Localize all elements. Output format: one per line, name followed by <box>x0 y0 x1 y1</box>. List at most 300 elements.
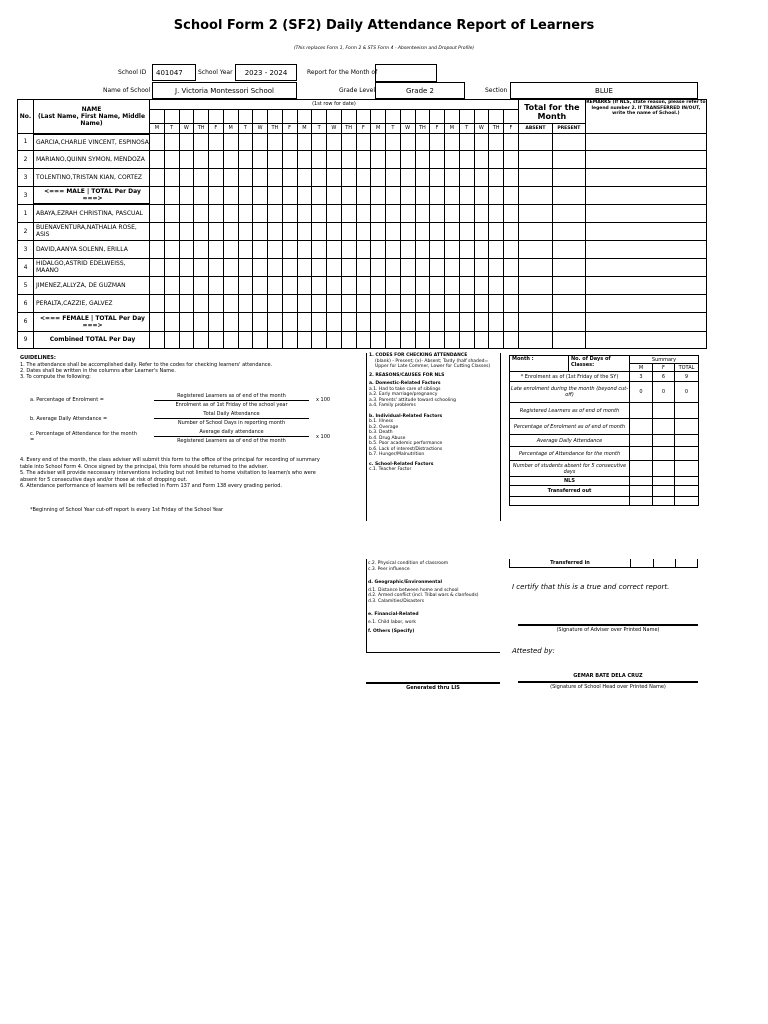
attendance-cell[interactable] <box>253 294 268 312</box>
date-cell[interactable] <box>268 110 283 124</box>
attendance-cell[interactable] <box>327 276 342 294</box>
attendance-cell[interactable] <box>327 204 342 222</box>
absent-cell[interactable] <box>518 240 552 258</box>
attendance-cell[interactable] <box>474 204 489 222</box>
remarks-cell[interactable] <box>585 222 706 240</box>
attendance-cell[interactable] <box>400 240 415 258</box>
absent-cell[interactable] <box>518 186 552 204</box>
attendance-cell[interactable] <box>371 134 386 151</box>
attendance-cell[interactable] <box>297 240 312 258</box>
present-cell[interactable] <box>552 150 585 168</box>
attendance-cell[interactable] <box>489 204 504 222</box>
attendance-cell[interactable] <box>459 134 474 151</box>
remarks-cell[interactable] <box>585 276 706 294</box>
attendance-cell[interactable] <box>489 168 504 186</box>
attendance-cell[interactable] <box>268 312 283 331</box>
attendance-cell[interactable] <box>297 204 312 222</box>
attendance-cell[interactable] <box>179 276 194 294</box>
present-cell[interactable] <box>552 312 585 331</box>
attendance-cell[interactable] <box>327 331 342 348</box>
date-cell[interactable] <box>400 110 415 124</box>
attendance-cell[interactable] <box>356 276 371 294</box>
attendance-cell[interactable] <box>489 258 504 276</box>
attendance-cell[interactable] <box>312 186 327 204</box>
date-cell[interactable] <box>223 110 238 124</box>
attendance-cell[interactable] <box>179 204 194 222</box>
attendance-cell[interactable] <box>400 276 415 294</box>
attendance-cell[interactable] <box>504 331 519 348</box>
attendance-cell[interactable] <box>253 240 268 258</box>
attendance-cell[interactable] <box>400 312 415 331</box>
attendance-cell[interactable] <box>268 186 283 204</box>
attendance-cell[interactable] <box>194 186 209 204</box>
attendance-cell[interactable] <box>164 150 179 168</box>
attendance-cell[interactable] <box>268 222 283 240</box>
attendance-cell[interactable] <box>164 331 179 348</box>
attendance-cell[interactable] <box>489 186 504 204</box>
attendance-cell[interactable] <box>223 294 238 312</box>
attendance-cell[interactable] <box>209 186 224 204</box>
attendance-cell[interactable] <box>371 294 386 312</box>
absent-cell[interactable] <box>518 134 552 151</box>
absent-cell[interactable] <box>518 294 552 312</box>
attendance-cell[interactable] <box>400 331 415 348</box>
attendance-cell[interactable] <box>194 258 209 276</box>
attendance-cell[interactable] <box>268 258 283 276</box>
attendance-cell[interactable] <box>459 150 474 168</box>
attendance-cell[interactable] <box>209 168 224 186</box>
attendance-cell[interactable] <box>341 168 356 186</box>
attendance-cell[interactable] <box>282 186 297 204</box>
attendance-cell[interactable] <box>341 294 356 312</box>
attendance-cell[interactable] <box>179 186 194 204</box>
attendance-cell[interactable] <box>504 258 519 276</box>
present-cell[interactable] <box>552 222 585 240</box>
attendance-cell[interactable] <box>223 331 238 348</box>
attendance-cell[interactable] <box>282 276 297 294</box>
attendance-cell[interactable] <box>297 276 312 294</box>
attendance-cell[interactable] <box>179 312 194 331</box>
attendance-cell[interactable] <box>194 168 209 186</box>
attendance-cell[interactable] <box>474 312 489 331</box>
attendance-cell[interactable] <box>415 168 430 186</box>
absent-cell[interactable] <box>518 312 552 331</box>
date-cell[interactable] <box>282 110 297 124</box>
attendance-cell[interactable] <box>459 294 474 312</box>
attendance-cell[interactable] <box>504 186 519 204</box>
attendance-cell[interactable] <box>400 204 415 222</box>
absent-cell[interactable] <box>518 150 552 168</box>
attendance-cell[interactable] <box>209 240 224 258</box>
attendance-cell[interactable] <box>386 134 401 151</box>
attendance-cell[interactable] <box>430 186 445 204</box>
present-cell[interactable] <box>552 186 585 204</box>
attendance-cell[interactable] <box>415 331 430 348</box>
attendance-cell[interactable] <box>223 240 238 258</box>
attendance-cell[interactable] <box>327 294 342 312</box>
attendance-cell[interactable] <box>164 134 179 151</box>
attendance-cell[interactable] <box>327 222 342 240</box>
attendance-cell[interactable] <box>297 150 312 168</box>
attendance-cell[interactable] <box>474 222 489 240</box>
attendance-cell[interactable] <box>179 134 194 151</box>
attendance-cell[interactable] <box>341 331 356 348</box>
attendance-cell[interactable] <box>356 150 371 168</box>
attendance-cell[interactable] <box>371 312 386 331</box>
attendance-cell[interactable] <box>386 240 401 258</box>
attendance-cell[interactable] <box>400 168 415 186</box>
attendance-cell[interactable] <box>489 240 504 258</box>
attendance-cell[interactable] <box>386 204 401 222</box>
present-cell[interactable] <box>552 331 585 348</box>
attendance-cell[interactable] <box>150 276 165 294</box>
attendance-cell[interactable] <box>194 294 209 312</box>
attendance-cell[interactable] <box>341 150 356 168</box>
attendance-cell[interactable] <box>209 276 224 294</box>
attendance-cell[interactable] <box>474 150 489 168</box>
attendance-cell[interactable] <box>223 168 238 186</box>
attendance-cell[interactable] <box>253 276 268 294</box>
attendance-cell[interactable] <box>223 150 238 168</box>
attendance-cell[interactable] <box>268 294 283 312</box>
attendance-cell[interactable] <box>327 186 342 204</box>
remarks-cell[interactable] <box>585 168 706 186</box>
attendance-cell[interactable] <box>253 222 268 240</box>
attendance-cell[interactable] <box>415 222 430 240</box>
attendance-cell[interactable] <box>164 294 179 312</box>
attendance-cell[interactable] <box>268 331 283 348</box>
attendance-cell[interactable] <box>194 134 209 151</box>
attendance-cell[interactable] <box>223 134 238 151</box>
attendance-cell[interactable] <box>386 150 401 168</box>
date-cell[interactable] <box>459 110 474 124</box>
attendance-cell[interactable] <box>253 168 268 186</box>
attendance-cell[interactable] <box>489 276 504 294</box>
attendance-cell[interactable] <box>371 204 386 222</box>
attendance-cell[interactable] <box>341 312 356 331</box>
attendance-cell[interactable] <box>400 258 415 276</box>
attendance-cell[interactable] <box>415 312 430 331</box>
attendance-cell[interactable] <box>164 258 179 276</box>
attendance-cell[interactable] <box>489 331 504 348</box>
attendance-cell[interactable] <box>371 150 386 168</box>
attendance-cell[interactable] <box>150 258 165 276</box>
attendance-cell[interactable] <box>238 222 253 240</box>
absent-cell[interactable] <box>518 222 552 240</box>
attendance-cell[interactable] <box>356 134 371 151</box>
attendance-cell[interactable] <box>445 294 460 312</box>
attendance-cell[interactable] <box>474 134 489 151</box>
attendance-cell[interactable] <box>282 168 297 186</box>
attendance-cell[interactable] <box>238 294 253 312</box>
attendance-cell[interactable] <box>445 276 460 294</box>
remarks-cell[interactable] <box>585 186 706 204</box>
remarks-cell[interactable] <box>585 258 706 276</box>
attendance-cell[interactable] <box>238 312 253 331</box>
attendance-cell[interactable] <box>504 276 519 294</box>
attendance-cell[interactable] <box>297 258 312 276</box>
attendance-cell[interactable] <box>356 186 371 204</box>
attendance-cell[interactable] <box>489 150 504 168</box>
attendance-cell[interactable] <box>504 312 519 331</box>
attendance-cell[interactable] <box>209 222 224 240</box>
attendance-cell[interactable] <box>282 204 297 222</box>
attendance-cell[interactable] <box>474 258 489 276</box>
attendance-cell[interactable] <box>489 222 504 240</box>
attendance-cell[interactable] <box>209 134 224 151</box>
attendance-cell[interactable] <box>430 312 445 331</box>
attendance-cell[interactable] <box>282 134 297 151</box>
attendance-cell[interactable] <box>459 312 474 331</box>
attendance-cell[interactable] <box>164 168 179 186</box>
attendance-cell[interactable] <box>223 186 238 204</box>
attendance-cell[interactable] <box>400 150 415 168</box>
attendance-cell[interactable] <box>179 240 194 258</box>
date-cell[interactable] <box>341 110 356 124</box>
attendance-cell[interactable] <box>386 331 401 348</box>
attendance-cell[interactable] <box>504 294 519 312</box>
date-cell[interactable] <box>209 110 224 124</box>
attendance-cell[interactable] <box>489 294 504 312</box>
attendance-cell[interactable] <box>194 240 209 258</box>
attendance-cell[interactable] <box>489 134 504 151</box>
present-cell[interactable] <box>552 204 585 222</box>
date-cell[interactable] <box>150 110 165 124</box>
attendance-cell[interactable] <box>194 331 209 348</box>
attendance-cell[interactable] <box>445 186 460 204</box>
attendance-cell[interactable] <box>445 331 460 348</box>
attendance-cell[interactable] <box>179 222 194 240</box>
attendance-cell[interactable] <box>430 168 445 186</box>
attendance-cell[interactable] <box>164 186 179 204</box>
attendance-cell[interactable] <box>459 258 474 276</box>
attendance-cell[interactable] <box>327 312 342 331</box>
attendance-cell[interactable] <box>209 312 224 331</box>
present-cell[interactable] <box>552 240 585 258</box>
attendance-cell[interactable] <box>253 258 268 276</box>
attendance-cell[interactable] <box>504 240 519 258</box>
attendance-cell[interactable] <box>194 150 209 168</box>
attendance-cell[interactable] <box>445 150 460 168</box>
attendance-cell[interactable] <box>268 276 283 294</box>
remarks-cell[interactable] <box>585 240 706 258</box>
date-cell[interactable] <box>356 110 371 124</box>
remarks-cell[interactable] <box>585 331 706 348</box>
attendance-cell[interactable] <box>312 134 327 151</box>
attendance-cell[interactable] <box>386 222 401 240</box>
attendance-cell[interactable] <box>297 186 312 204</box>
attendance-cell[interactable] <box>268 134 283 151</box>
attendance-cell[interactable] <box>253 150 268 168</box>
attendance-cell[interactable] <box>430 240 445 258</box>
attendance-cell[interactable] <box>445 134 460 151</box>
attendance-cell[interactable] <box>474 240 489 258</box>
attendance-cell[interactable] <box>194 312 209 331</box>
attendance-cell[interactable] <box>150 331 165 348</box>
attendance-cell[interactable] <box>238 331 253 348</box>
attendance-cell[interactable] <box>356 168 371 186</box>
present-cell[interactable] <box>552 294 585 312</box>
attendance-cell[interactable] <box>371 222 386 240</box>
attendance-cell[interactable] <box>341 276 356 294</box>
attendance-cell[interactable] <box>341 222 356 240</box>
date-cell[interactable] <box>489 110 504 124</box>
attendance-cell[interactable] <box>415 186 430 204</box>
attendance-cell[interactable] <box>312 312 327 331</box>
attendance-cell[interactable] <box>430 276 445 294</box>
attendance-cell[interactable] <box>371 258 386 276</box>
attendance-cell[interactable] <box>164 222 179 240</box>
present-cell[interactable] <box>552 134 585 151</box>
attendance-cell[interactable] <box>150 222 165 240</box>
attendance-cell[interactable] <box>194 222 209 240</box>
attendance-cell[interactable] <box>297 312 312 331</box>
remarks-cell[interactable] <box>585 134 706 151</box>
attendance-cell[interactable] <box>238 134 253 151</box>
attendance-cell[interactable] <box>164 240 179 258</box>
attendance-cell[interactable] <box>459 204 474 222</box>
attendance-cell[interactable] <box>268 168 283 186</box>
attendance-cell[interactable] <box>459 222 474 240</box>
attendance-cell[interactable] <box>371 168 386 186</box>
date-cell[interactable] <box>179 110 194 124</box>
attendance-cell[interactable] <box>400 222 415 240</box>
attendance-cell[interactable] <box>430 204 445 222</box>
attendance-cell[interactable] <box>459 186 474 204</box>
attendance-cell[interactable] <box>356 312 371 331</box>
attendance-cell[interactable] <box>415 294 430 312</box>
date-cell[interactable] <box>297 110 312 124</box>
attendance-cell[interactable] <box>371 186 386 204</box>
remarks-cell[interactable] <box>585 312 706 331</box>
attendance-cell[interactable] <box>150 312 165 331</box>
attendance-cell[interactable] <box>179 331 194 348</box>
attendance-cell[interactable] <box>474 276 489 294</box>
attendance-cell[interactable] <box>150 294 165 312</box>
attendance-cell[interactable] <box>312 240 327 258</box>
attendance-cell[interactable] <box>445 204 460 222</box>
remarks-cell[interactable] <box>585 150 706 168</box>
attendance-cell[interactable] <box>209 294 224 312</box>
attendance-cell[interactable] <box>371 240 386 258</box>
attendance-cell[interactable] <box>297 168 312 186</box>
date-cell[interactable] <box>164 110 179 124</box>
attendance-cell[interactable] <box>164 204 179 222</box>
attendance-cell[interactable] <box>238 168 253 186</box>
attendance-cell[interactable] <box>356 331 371 348</box>
attendance-cell[interactable] <box>430 222 445 240</box>
attendance-cell[interactable] <box>415 240 430 258</box>
attendance-cell[interactable] <box>430 294 445 312</box>
attendance-cell[interactable] <box>150 240 165 258</box>
attendance-cell[interactable] <box>312 294 327 312</box>
attendance-cell[interactable] <box>253 134 268 151</box>
attendance-cell[interactable] <box>282 294 297 312</box>
attendance-cell[interactable] <box>150 168 165 186</box>
attendance-cell[interactable] <box>371 276 386 294</box>
attendance-cell[interactable] <box>223 258 238 276</box>
attendance-cell[interactable] <box>415 150 430 168</box>
attendance-cell[interactable] <box>341 134 356 151</box>
attendance-cell[interactable] <box>386 258 401 276</box>
present-cell[interactable] <box>552 276 585 294</box>
attendance-cell[interactable] <box>179 294 194 312</box>
attendance-cell[interactable] <box>164 276 179 294</box>
absent-cell[interactable] <box>518 276 552 294</box>
attendance-cell[interactable] <box>430 331 445 348</box>
attendance-cell[interactable] <box>150 150 165 168</box>
attendance-cell[interactable] <box>341 186 356 204</box>
attendance-cell[interactable] <box>430 150 445 168</box>
attendance-cell[interactable] <box>312 168 327 186</box>
attendance-cell[interactable] <box>445 168 460 186</box>
attendance-cell[interactable] <box>268 150 283 168</box>
attendance-cell[interactable] <box>445 222 460 240</box>
attendance-cell[interactable] <box>341 204 356 222</box>
attendance-cell[interactable] <box>312 258 327 276</box>
attendance-cell[interactable] <box>504 222 519 240</box>
attendance-cell[interactable] <box>312 276 327 294</box>
attendance-cell[interactable] <box>459 240 474 258</box>
attendance-cell[interactable] <box>282 312 297 331</box>
attendance-cell[interactable] <box>150 186 165 204</box>
attendance-cell[interactable] <box>238 186 253 204</box>
absent-cell[interactable] <box>518 258 552 276</box>
attendance-cell[interactable] <box>223 276 238 294</box>
attendance-cell[interactable] <box>430 134 445 151</box>
attendance-cell[interactable] <box>341 258 356 276</box>
attendance-cell[interactable] <box>356 294 371 312</box>
date-cell[interactable] <box>504 110 519 124</box>
attendance-cell[interactable] <box>179 168 194 186</box>
attendance-cell[interactable] <box>386 294 401 312</box>
attendance-cell[interactable] <box>327 134 342 151</box>
attendance-cell[interactable] <box>371 331 386 348</box>
date-cell[interactable] <box>312 110 327 124</box>
attendance-cell[interactable] <box>223 222 238 240</box>
attendance-cell[interactable] <box>400 294 415 312</box>
attendance-cell[interactable] <box>312 331 327 348</box>
attendance-cell[interactable] <box>238 240 253 258</box>
attendance-cell[interactable] <box>415 204 430 222</box>
attendance-cell[interactable] <box>282 258 297 276</box>
date-cell[interactable] <box>430 110 445 124</box>
attendance-cell[interactable] <box>282 331 297 348</box>
attendance-cell[interactable] <box>386 312 401 331</box>
attendance-cell[interactable] <box>268 204 283 222</box>
attendance-cell[interactable] <box>386 186 401 204</box>
attendance-cell[interactable] <box>282 150 297 168</box>
attendance-cell[interactable] <box>341 240 356 258</box>
attendance-cell[interactable] <box>297 294 312 312</box>
attendance-cell[interactable] <box>504 150 519 168</box>
attendance-cell[interactable] <box>459 331 474 348</box>
attendance-cell[interactable] <box>297 134 312 151</box>
attendance-cell[interactable] <box>415 276 430 294</box>
attendance-cell[interactable] <box>209 331 224 348</box>
attendance-cell[interactable] <box>445 312 460 331</box>
absent-cell[interactable] <box>518 168 552 186</box>
attendance-cell[interactable] <box>223 312 238 331</box>
date-cell[interactable] <box>386 110 401 124</box>
attendance-cell[interactable] <box>415 134 430 151</box>
attendance-cell[interactable] <box>327 240 342 258</box>
attendance-cell[interactable] <box>504 204 519 222</box>
attendance-cell[interactable] <box>459 276 474 294</box>
date-cell[interactable] <box>194 110 209 124</box>
absent-cell[interactable] <box>518 204 552 222</box>
attendance-cell[interactable] <box>282 240 297 258</box>
